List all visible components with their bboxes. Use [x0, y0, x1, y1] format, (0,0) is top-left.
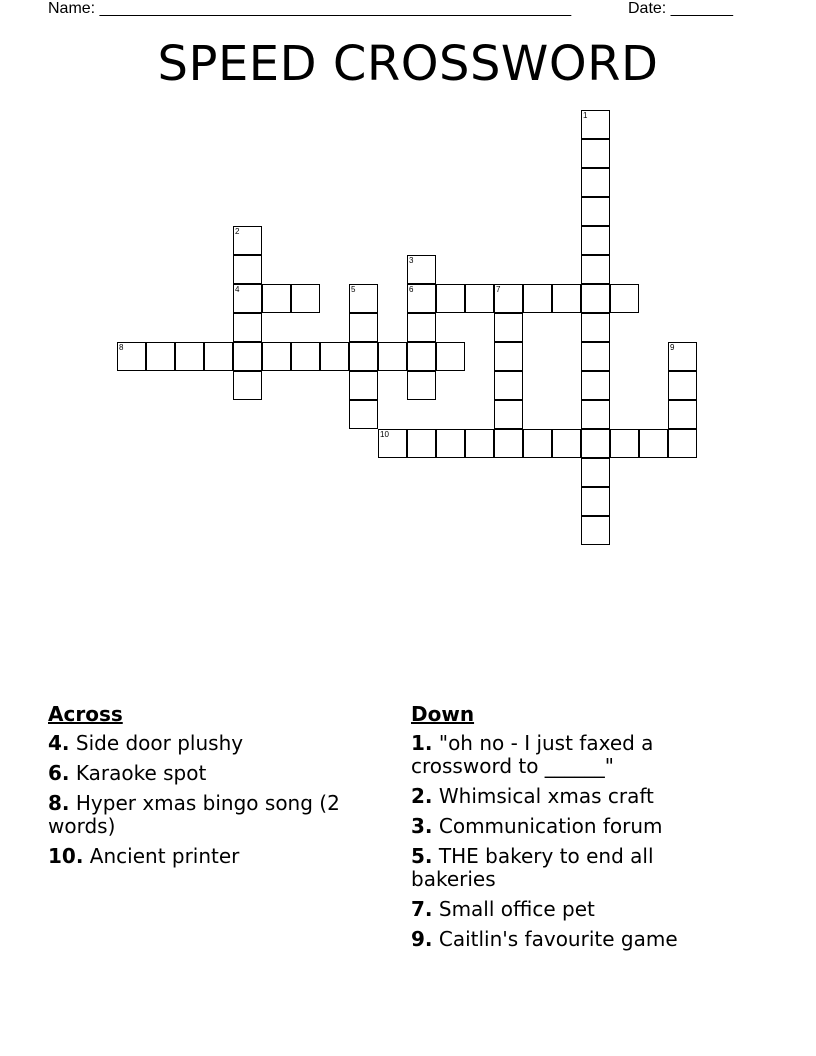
grid-cell[interactable] [610, 284, 639, 313]
grid-cell[interactable] [581, 458, 610, 487]
grid-cell[interactable] [494, 342, 523, 371]
clue-item: 3. Communication forum [411, 814, 663, 838]
cell-number: 3 [409, 256, 414, 265]
clue-item: 7. Small office pet [411, 897, 595, 921]
cell-number: 6 [409, 285, 414, 294]
clue-item: 9. Caitlin's favourite game [411, 927, 678, 951]
grid-cell[interactable] [639, 429, 668, 458]
grid-cell[interactable] [581, 197, 610, 226]
clue-item: 1. "oh no - I just faxed a crossword to ______" [411, 731, 654, 778]
grid-cell[interactable] [233, 313, 262, 342]
clue-item: 4. Side door plushy [48, 731, 244, 755]
grid-cell[interactable] [581, 487, 610, 516]
grid-cell[interactable] [581, 371, 610, 400]
grid-cell[interactable] [523, 284, 552, 313]
grid-cell[interactable] [494, 429, 523, 458]
grid-cell[interactable] [581, 313, 610, 342]
grid-cell[interactable] [465, 284, 494, 313]
cell-number: 2 [235, 227, 240, 236]
grid-cell[interactable] [494, 371, 523, 400]
cell-number: 5 [351, 285, 356, 294]
grid-cell[interactable] [610, 429, 639, 458]
grid-cell[interactable] [668, 400, 697, 429]
grid-cell[interactable] [233, 226, 262, 255]
clue-item: 6. Karaoke spot [48, 761, 207, 785]
grid-cell[interactable] [494, 400, 523, 429]
grid-cell[interactable] [494, 284, 523, 313]
grid-cell[interactable] [668, 429, 697, 458]
grid-cell[interactable] [436, 284, 465, 313]
grid-cell[interactable] [494, 313, 523, 342]
cell-number: 7 [496, 285, 501, 294]
cell-number: 4 [235, 285, 240, 294]
grid-cell[interactable] [523, 429, 552, 458]
name-field[interactable]: Name: _____________________________________________________ [48, 0, 572, 17]
grid-cell[interactable] [552, 284, 581, 313]
grid-cell[interactable] [668, 371, 697, 400]
grid-cell[interactable] [291, 342, 320, 371]
grid-cell[interactable] [233, 284, 262, 313]
cell-number: 10 [380, 430, 389, 439]
grid-cell[interactable] [581, 255, 610, 284]
across-clues [48, 702, 368, 875]
grid-cell[interactable] [349, 400, 378, 429]
grid-cell[interactable] [581, 284, 610, 313]
grid-cell[interactable] [349, 284, 378, 313]
down-clues [411, 702, 731, 958]
grid-cell[interactable] [320, 342, 349, 371]
grid-cell[interactable] [407, 342, 436, 371]
grid-cell[interactable] [407, 313, 436, 342]
clue-item: 2. Whimsical xmas craft [411, 784, 654, 808]
grid-cell[interactable] [233, 342, 262, 371]
grid-cell[interactable] [581, 110, 610, 139]
grid-cell[interactable] [581, 139, 610, 168]
grid-cell[interactable] [233, 371, 262, 400]
grid-cell[interactable] [204, 342, 233, 371]
grid-cell[interactable] [262, 342, 291, 371]
grid-cell[interactable] [291, 284, 320, 313]
grid-cell[interactable] [262, 284, 291, 313]
grid-cell[interactable] [581, 400, 610, 429]
grid-cell[interactable] [407, 255, 436, 284]
clue-item: 10. Ancient printer [48, 844, 240, 868]
grid-cell[interactable] [581, 342, 610, 371]
page-title: SPEED CROSSWORD [157, 36, 659, 92]
grid-cell[interactable] [581, 429, 610, 458]
grid-cell[interactable] [436, 342, 465, 371]
grid-cell[interactable] [349, 371, 378, 400]
grid-cell[interactable] [407, 284, 436, 313]
grid-cell[interactable] [581, 168, 610, 197]
grid-cell[interactable] [668, 342, 697, 371]
clue-item: 8. Hyper xmas bingo song (2 words) [48, 791, 340, 838]
grid-cell[interactable] [581, 226, 610, 255]
down-heading: Down [411, 702, 475, 726]
grid-cell[interactable] [349, 342, 378, 371]
grid-cell[interactable] [233, 255, 262, 284]
grid-cell[interactable] [552, 429, 581, 458]
grid-cell[interactable] [581, 516, 610, 545]
date-field[interactable]: Date: _______ [628, 0, 733, 17]
grid-cell[interactable] [175, 342, 204, 371]
grid-cell[interactable] [117, 342, 146, 371]
grid-cell[interactable] [146, 342, 175, 371]
cell-number: 8 [119, 343, 124, 352]
grid-cell[interactable] [378, 429, 407, 458]
grid-cell[interactable] [436, 429, 465, 458]
grid-cell[interactable] [407, 429, 436, 458]
grid-cell[interactable] [378, 342, 407, 371]
clue-item: 5. THE bakery to end all bakeries [411, 844, 654, 891]
grid-cell[interactable] [349, 313, 378, 342]
cell-number: 1 [583, 111, 588, 120]
cell-number: 9 [670, 343, 675, 352]
across-heading: Across [48, 702, 123, 726]
grid-cell[interactable] [465, 429, 494, 458]
grid-cell[interactable] [407, 371, 436, 400]
